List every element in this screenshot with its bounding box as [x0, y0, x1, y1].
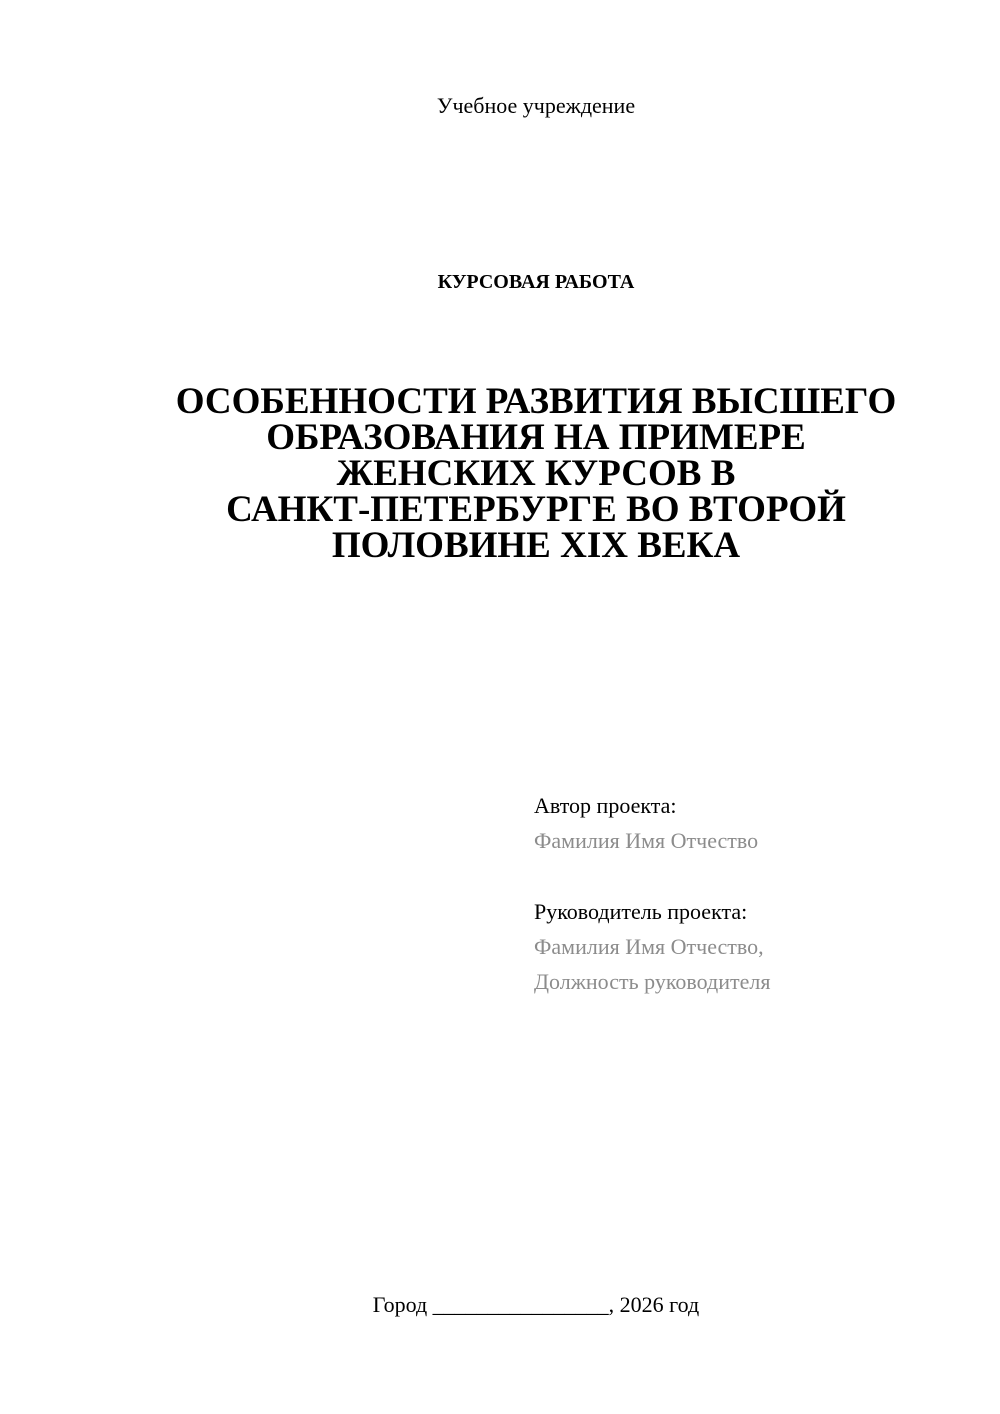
city-year-line: Город ________________, 2026 год [372, 1292, 700, 1317]
title-line: ОБРАЗОВАНИЯ НА ПРИМЕРЕ [266, 417, 806, 458]
work-type-heading: КУРСОВАЯ РАБОТА [437, 271, 635, 293]
title-line: ЖЕНСКИХ КУРСОВ В [336, 453, 736, 494]
supervisor-position: Должность руководителя [534, 969, 771, 994]
project-people [534, 788, 974, 999]
title-line: САНКТ-ПЕТЕРБУРГЕ ВО ВТОРОЙ [226, 489, 846, 530]
institution-name: Учебное учреждение [436, 93, 636, 118]
author-label: Автор проекта: [534, 793, 677, 818]
author-name: Фамилия Имя Отчество [534, 828, 759, 853]
title-line: ПОЛОВИНЕ XIX ВЕКА [331, 525, 741, 566]
supervisor-name: Фамилия Имя Отчество, [534, 934, 764, 959]
document-title [150, 381, 922, 566]
title-line: ОСОБЕННОСТИ РАЗВИТИЯ ВЫСШЕГО [175, 381, 897, 422]
supervisor-label: Руководитель проекта: [534, 899, 748, 924]
spacer [534, 858, 974, 894]
